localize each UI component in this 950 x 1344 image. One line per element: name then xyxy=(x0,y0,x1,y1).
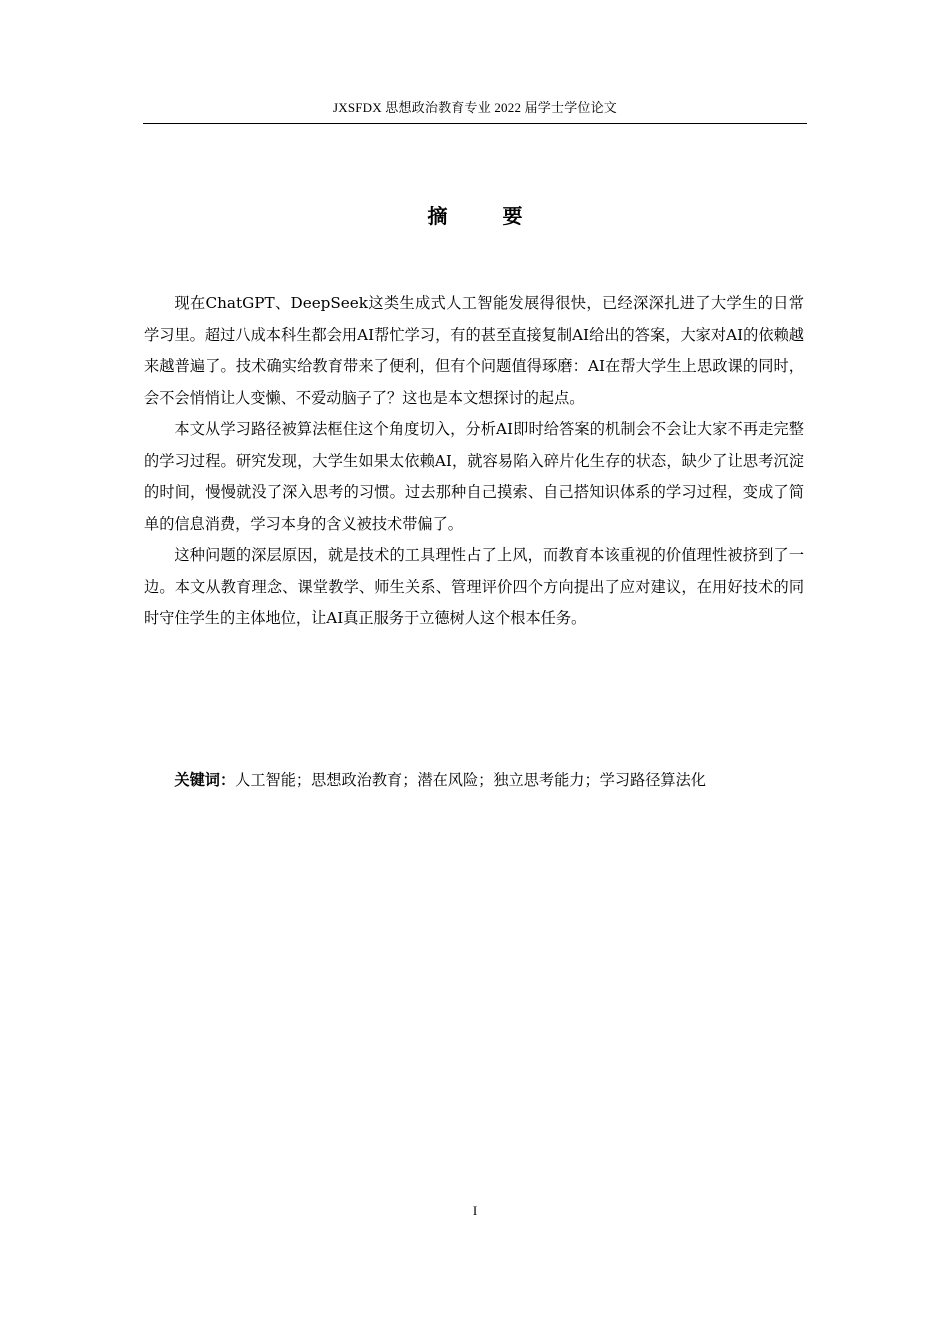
page-number: I xyxy=(472,1203,478,1218)
abstract-paragraph-3: 这种问题的深层原因，就是技术的工具理性占了上风，而教育本该重视的价值理性被挤到了一边。本文从教育理念、课堂教学、师生关系、管理评价四个方向提出了应对建议，在用好技术的同时守住学生的主体地位，让AI真正服务于立德树人这个根本任务。 xyxy=(144,546,804,627)
abstract-paragraph-1: 现在ChatGPT、DeepSeek这类生成式人工智能发展得很快，已经深深扎进了大学生的日常学习里。超过八成本科生都会用AI帮忙学习，有的甚至直接复制AI给出的答案，大家对AI的依赖越来越普遍了。技术确实给教育带来了便利，但有个问题值得琢磨：AI在帮大学生上思政课的同时，会不会悄悄让人变懒、不爱动脑子了？这也是本文想探讨的起点。 xyxy=(144,294,804,407)
running-header: JXSFDX 思想政治教育专业 2022 届学士学位论文 xyxy=(332,100,618,115)
abstract-title: 摘 要 xyxy=(427,204,547,228)
abstract-paragraph-2: 本文从学习路径被算法框住这个角度切入，分析AI即时给答案的机制会不会让大家不再走完整的学习过程。研究发现，大学生如果太依赖AI，就容易陷入碎片化生存的状态，缺少了让思考沉淀的时间，慢慢就没了深入思考的习惯。过去那种自己摸索、自己搭知识体系的学习过程，变成了简单的信息消费，学习本身的含义被技术带偏了。 xyxy=(144,420,804,533)
keywords xyxy=(144,765,804,797)
header-rule xyxy=(143,123,807,124)
keywords-text: 人工智能；思想政治教育；潜在风险；独立思考能力；学习路径算法化 xyxy=(235,771,706,789)
abstract-body xyxy=(144,288,804,635)
keywords-label: 关键词： xyxy=(174,771,236,789)
